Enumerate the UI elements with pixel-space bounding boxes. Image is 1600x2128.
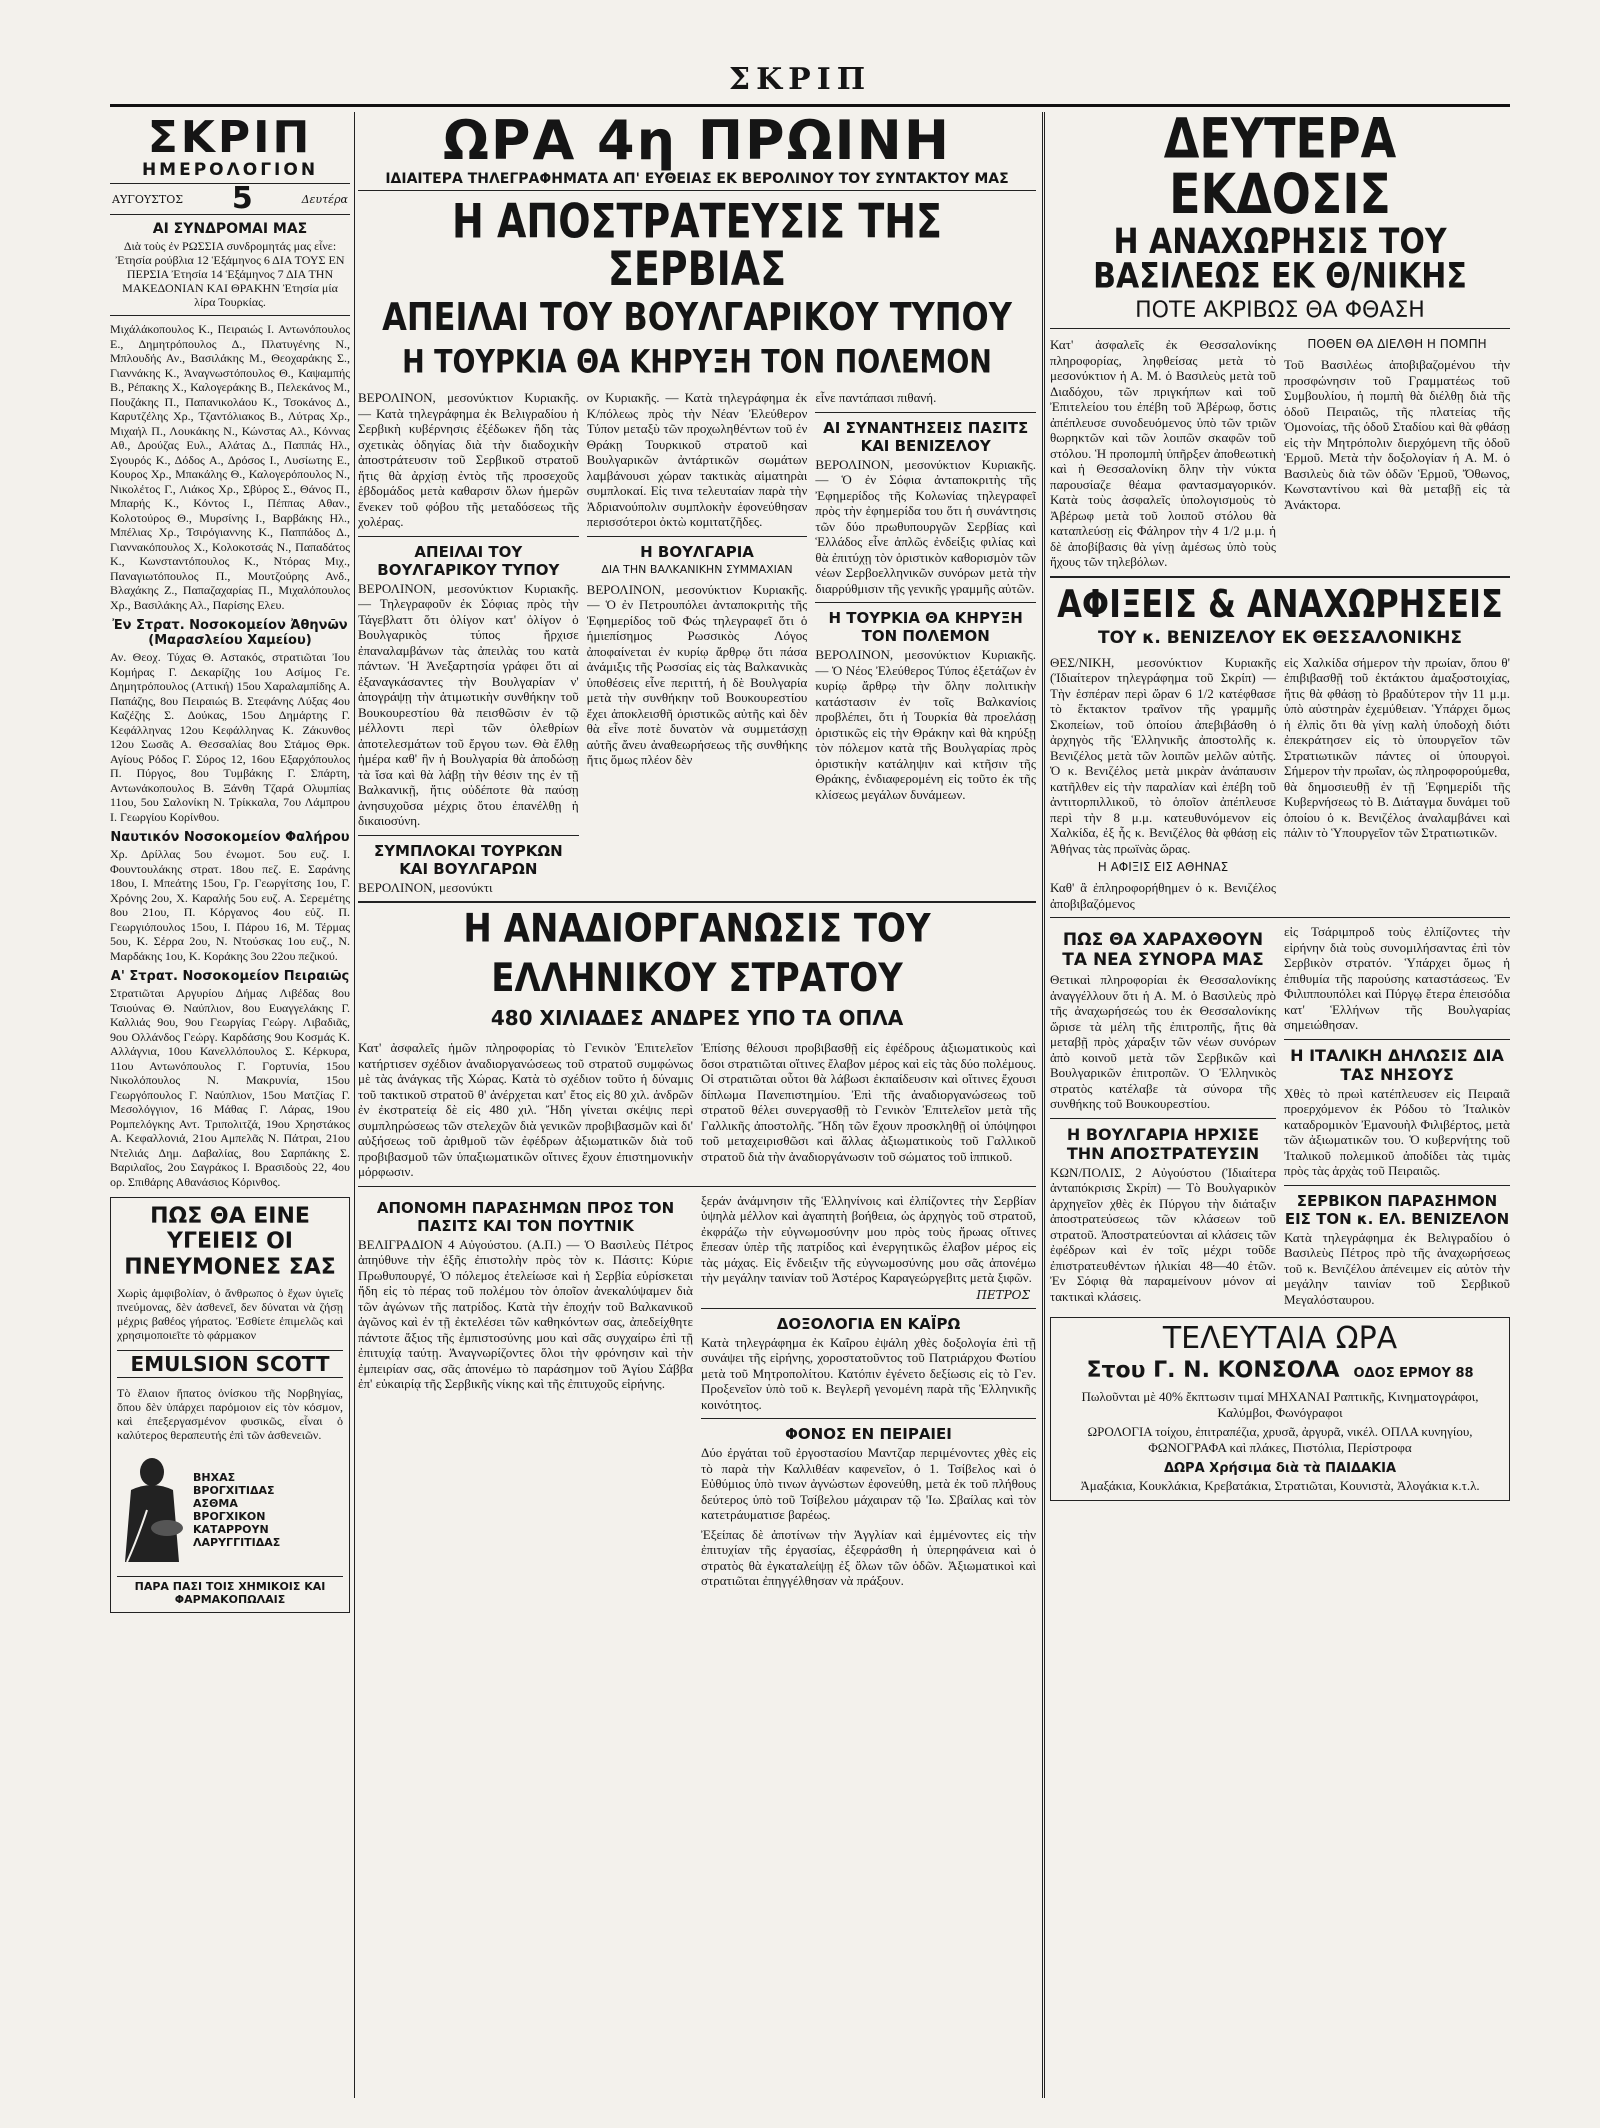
article-text: Κατ' ἀσφαλεῖς ἡμῶν πληροφορίας τὸ Γενικὸν Ἐπιτελεῖον κατήρτισεν σχέδιον ἀναδιοργανώσεως τοῦ στρατοῦ συμφώνως μὲ τὰς ἀνάγκας τῆς Χώρας. Κατὰ τὸ σχέδιον τοῦτο ἡ δύναμις τοῦ τακτικοῦ στρατοῦ θ' ἀνέρχεται κατ' ἔτος εἰς 80 χιλ. ἀνδρῶν ἐν ἐκστρατείᾳ δὲ εἰς 480 χιλ. Ἤδη γίνεται σκέψις περὶ συμπληρώσεως τῶν στελεχῶν διὰ γενικῶν προβιβασμῶν καὶ δι' αὐξήσεως τοῦ ἀριθμοῦ τῶν ἐφέδρων ἀξιωματικῶν διὰ τοῦ προβιβασμοῦ τῶν ὑπαξιωματικῶν οἵτινες ἔχουν ἐπιστημονικὴν μόρφωσιν. — [358, 1040, 693, 1179]
ad-brand: EMULSION SCOTT — [117, 1350, 343, 1378]
ad-ailments-list — [193, 1471, 343, 1549]
tertiary-heading: Η ΤΟΥΡΚΙΑ ΘΑ ΚΗΡΥΞΗ ΤΟΝ ΠΟΛΕΜΟΝ — [402, 343, 992, 382]
article-text: Δύο ἐργάται τοῦ ἐργοστασίου Μαντζαρ περιμένοντες χθὲς εἰς τὸ παρὰ τὴν Καλλιθέαν καφενεῖον, ὁ 1. Τσίβελος καὶ ὁ Εὐθύμιος ὑπὸ τινων ἀγνώστων ἐφονεύθη, μετὰ ἐκ τοῦ πλήθους δεύτερος ὑπὸ τοῦ Τσίβελου μάχαιραν τῷ 'Ιω. Σβαίλας καὶ τὸν κατετράυματισε βαρέως. — [701, 1445, 1036, 1522]
masthead: ΣΚΡΙΠ — [728, 62, 872, 97]
article-text: ΒΕΛΙΓΡΑΔΙΟΝ 4 Αὐγούστου. (Α.Π.) — Ὁ Βασιλεὺς Πέτρος ἀπηύθυνε τὴν ἑξῆς ἐπιστολὴν πρὸς τὸν κ. Πάσιτς: Κύριε Πρωθυπουργέ, Ὁ πόλεμος ἐτελείωσε καὶ ἡ Σερβία εὑρίσκεται ἤδη εἰς τὸ πέρας τοῦ πολέμου τὸν ὁποῖον ἀνεκαλύψαμεν διὰ τῶν ἀγώνων τῆς πατρίδος. Κατὰ τὴν ἐποχήν τοῦ Βαλκανικοῦ ἀγῶνος καὶ ἐν τῇ ἐκτελέσει τῶν καθηκόντων σας, ἀπεδείχθητε πάντοτε ἄξιος τῆς ἐμπιστοσύνης μου καὶ σᾶς συγχαίρω ἐπὶ τῇ ἐπιτυχίᾳ ταύτῃ. Ἀναγνωρίζοντες ὅλοι τὴν φρόνησιν καὶ τὴν ἐμπειρίαν σας, σᾶς ἀπονέμω τὸ παράσημον τοῦ Ἀγίου Σάββα ἐπ' εὐκαιρίᾳ τῆς Σερβικῆς νίκης καὶ τῆς ἐπιτυχοῦς εἰρήνης. — [358, 1236, 693, 1391]
logo: ΣΚΡΙΠ — [147, 112, 313, 163]
subs-text: Διὰ τοὺς ἐν ΡΩΣΣΙΑ συνδρομητάς μας εἶνε: Ἐτησία ρούβλια 12 Ἑξάμηνος 6 ΔΙΑ ΤΟΥΣ ΕΝ ΠΕΡΣΙΑ Ἐτησία 14 Ἑξάμηνος 7 ΔΙΑ ΤΗΝ ΜΑΚΕΔΟΝΙΑΝ ΚΑΙ ΘΡΑΚΗΝ Ἐτησία μία λίρα Τουρκίας. — [115, 239, 345, 309]
fisherman-illustration-icon — [117, 1450, 187, 1570]
section-subheading: ΔΙΑ ΤΗΝ ΒΑΛΚΑΝΙΚΗΝ ΣΥΜΜΑΧΙΑΝ — [601, 562, 793, 576]
top-rule — [110, 104, 1510, 107]
headline: ΩΡΑ 4η ΠΡΩΙΝΗ — [442, 112, 952, 172]
ailment: ΛΑΡΥΓΓΙΤΙΔΑΣ — [193, 1535, 281, 1549]
article-text: Κατὰ τηλεγράφημα ἐκ Βελιγραδίου ὁ Βασιλεὺς Πέτρος πρὸ τῆς ἀναχωρήσεως τοῦ κ. Βενιζέλου ἀπένειμεν εἰς αὐτὸν τὴν μεγάλην ταινίαν τοῦ Σερβικοῦ Μεγαλόσταυρου. — [1284, 1229, 1510, 1307]
month: ΑΥΓΟΥΣΤΟΣ — [112, 192, 184, 206]
article-text: ΒΕΡΟΛΙΝΟΝ, μεσονύκτιον Κυριακῆς. — Ὁ Νέος Ἐλεύθερος Τύπος ἐξετάζων ἐν κυρίῳ ἄρθρῳ τὴν ὅλην πολιτικὴν κατάστασιν ἐν τοῖς Βαλκανίοις προβλέπει, ὅτι ἡ Τουρκία θὰ προελάσῃ ὁριστικῶς εἰς τὴν Θράκην καὶ θὰ κηρύξῃ τὸν πόλεμον κατὰ τῆς Βουλγαρίας πρὸς ὁριστικὴν κατάληψιν καὶ κτῆσιν τῆς Θράκης, ἐνδιαφερομένη εἰς τοῦτο ἐκ τῆς κλίσεως μεγάλων δυνάμεων. — [815, 647, 1036, 802]
article-text: Τοῦ Βασιλέως ἀποβιβαζομένου τὴν προσφώνησιν τοῦ Γραμματέως τοῦ Συμβουλίου, ἡ πομπὴ θὰ διέλθῃ διὰ τῆς ὁδοῦ Πειραιῶς, τῆς πλατείας τῆς Ὁμονοίας, τῆς ὁδοῦ Σταδίου καὶ θὰ φθάσῃ εἰς τὴν Μητρόπολιν διερχόμενη τῆς ὁδοῦ Ἑρμοῦ. Μετὰ τὴν δοξολογίαν ἡ Α. Μ. ὁ Βασιλεὺς διὰ τῶν ὁδῶν Ἑρμοῦ, Ὄθωνος, Κωνσταντίνου καὶ θὰ μεταβῇ εἰς τὰ Ἀνάκτορα. — [1284, 357, 1510, 512]
arrivals-heading: ΑΦΙΞΕΙΣ & ΑΝΑΧΩΡΗΣΕΙΣ — [1057, 580, 1503, 627]
section-heading: ΔΟΞΟΛΟΓΙΑ ΕΝ ΚΑΪΡΩ — [776, 1314, 961, 1333]
center-column — [358, 112, 1036, 2098]
ad-line: ΩΡΟΛΟΓΙΑ τοίχου, ἐπιτραπέζια, χρυσᾶ, ἀργυρᾶ, νικέλ. ΟΠΛΑ κυνηγίου, ΦΩΝΟΓΡΑΦΑ καὶ πλάκες, Πιστόλια, Περίστροφα — [1087, 1424, 1473, 1455]
article-text: Χθὲς τὸ πρωὶ κατέπλευσεν εἰς Πειραιᾶ προερχόμενον ἐκ Ρόδου τὸ Ἰταλικὸν καταδρομικὸν Ἐμανουὴλ Φιλιβέρτος, μετὰ τῶν ἀξιωματικῶν του. Ὁ κυβερνήτης τοῦ Ἰταλικοῦ πολεμικοῦ ἀποδίδει τὰς τιμὰς πρὸς τὰς ἀρχὰς τοῦ Πειραιῶς. — [1284, 1085, 1510, 1178]
ailment: ΑΣΘΜΑ — [193, 1496, 238, 1510]
ad-street: ΟΔΟΣ ΕΡΜΟΥ 88 — [1353, 1366, 1474, 1381]
hospital-text: Στρατιῶται Αργυρίου Δήμας Λιβέδας 8ου Τσιούνας Θ. Ναύπλιον, 8ου Ευαγγελάκης Γ. Καλλιάς 9ου, 9ου Γεωργίας Γεώργ. Λιβαδιᾶς, 9ου Ολλάνδος Γεώργ. Καρδάσης 9ου Κοσμάς Κ. Αλλάγνια, 10ου Κανελλόπουλος Σ. Κέρκυρα, 11ου Αντωνόπουλος Γ. Γορτυνία, 15ου Νικολόπουλος Ν. Μακρυνία, 15ου Γεωργόπουλος Γ. Ναύπλιον, 15ου Ματζίας Γ. Μεσολόγγιον, 16 Μάθας Γ. Λάρας, 19ου Ρομπελόγκης Αντ. Τριπολιτζά, 19ου Χρηστάκος Α. Κεφαλλονιά, 21ου Αμπελᾶς Ν. Πάτραι, 21ου Ντελιάς Δημ. Δαβαλίας, 8ου Σαρπάκης Σ. Βαριλαῖος, 2ου Σαγράκος Ι. Βρασιδοὺς 22, 4ου ορ. Σπιθάρης Αθανάσιος Κόρινθος. — [110, 986, 350, 1189]
konsola-shop-ad — [1050, 1317, 1510, 1501]
section-heading: ΠΩΣ ΘΑ ΧΑΡΑΧΘΟΥΝ ΤΑ ΝΕΑ ΣΥΝΟΡΑ ΜΑΣ — [1062, 930, 1264, 970]
ailment: ΒΡΟΓΧΙΚΟΝ ΚΑΤΑΡΡΟΥΝ — [193, 1509, 269, 1536]
section-heading: ΣΥΜΠΛΟΚΑΙ ΤΟΥΡΚΩΝ ΚΑΙ ΒΟΥΛΓΑΡΩΝ — [373, 841, 563, 878]
subs-title: ΑΙ ΣΥΝΔΡΟΜΑΙ ΜΑΣ — [152, 221, 308, 237]
ad-title: ΠΩΣ ΘΑ ΕΙΝΕ ΥΓΕΙΕΙΣ ΟΙ ΠΝΕΥΜΟΝΕΣ ΣΑΣ — [124, 1204, 336, 1280]
hospital-text: Χρ. Δρίλλας 5ου ἐνωμοτ. 5ου ευζ. Ι. Φουντουλάκης στρατ. 18ου πεζ. Ε. Σαράνης 18ου, Ι. Μπεάτης 15ου, Γρ. Γεωργίτσης 1ου, Γ. Χρόνης 2ου, Χ. Καραλής 5ου ευζ. Α. Σερεμέτης 8ου 21ου, Π. Κόργανος 4ου εὐζ. Π. Γεωργιόπουλος 15ου, Ι. Πάρου 16, Μ. Τέρμας 5ου, Κ. Σέρρα 2ου, Ν. Ντούσκας 1ου ευζ., Ν. Μαρδάκης 1ου, Κ. Κοράκης 3ου 22ου πεζικού. — [110, 847, 350, 963]
column-divider — [354, 112, 355, 2098]
article-text: Καθ' ἃ ἐπληροφορήθημεν ὁ κ. Βενιζέλος ἀποβιβαζόμενος — [1050, 880, 1276, 911]
departure-subheading: ΠΟΤΕ ΑΚΡΙΒΩΣ ΘΑ ΦΘΑΣΗ — [1050, 300, 1510, 329]
section-subheading: ΠΟΘΕΝ ΘΑ ΔΙΕΛΘΗ Η ΠΟΜΠΗ — [1307, 337, 1487, 351]
article-text: εἰς Χαλκίδα σήμερον τὴν πρωίαν, ὅπου θ' ἐπιβιβασθῇ τοῦ ἐκτάκτου ἀμαξοστοιχίας, ἥτις θὰ φθάσῃ τὸ βραδύτερον τὴν 11 μ.μ. ὑπὸ αὐστηρὰν ἐχεμύθειαν. Ὑπάρχει ὅμως ἡ ἐλπὶς ὅτι θὰ γίνῃ καλὴ ὑποδοχὴ διότι ἐπεκράτησεν εἰς τὸ ὑπουργεῖον τῶν Στρατιωτικῶν πάντες οἱ ὑπουργοὶ. Σήμερον τὴν πρωΐαν, ὡς πληροφορούμεθα, θὰ δημοσιευθῇ ἐν τῇ Ἐφημερίδι τῆς Κυβερνήσεως τὸ Β. Διάταγμα δυνάμει τοῦ ὁποίου ὁ κ. Βενιζέλος ἀναλαμβάνει καὶ πάλιν τὸ Ὑπουργεῖον τῶν Στρατιωτικῶν. — [1284, 654, 1510, 840]
section-heading: ΑΠΟΝΟΜΗ ΠΑΡΑΣΗΜΩΝ ΠΡΟΣ ΤΟΝ ΠΑΣΙΤΣ ΚΑΙ ΤΟΝ ΠΟΥΤΝΙΚ — [376, 1198, 675, 1235]
hospital-text: Αν. Θεοχ. Τύχας Θ. Αστακός, στρατιῶται Ἰου Κομήρας Γ. Δεκαρίζης 1ου Ασίμος Γε. Δημητρόπουλος (Αττική) 15ου Χαραλαμπίδης Α. Παπάζης, 8ου Πειραιώς Β. Στεφάνης Λύξας 4ου Καζέζης Σ. Δούκας, 15ου Δημάρτης Γ. Κεφάλληνας 12ου Κεφάλληνας Κ. Ζάκυνθος 12ου Σωσᾶς Α. Θεσσαλίας 8ου Στάμος Θρκ. Αγίους Ρόδος Γ. Σύρος 12, 16ου Εξαρχόπουλος Π. Πύργος, 8ου Τυμβάκης Γ. Σπάρτη, Αντωνάκοπουλος Β. Ξάνθη Τζαρά Ολυμπίας 11ου, 5ου Σαλονίκη Ν. Τρίκκαλα, 7ου Λάμπρου Ι. Γεωργίου Κορίνθου. — [110, 650, 350, 824]
section-heading: ΣΕΡΒΙΚΟΝ ΠΑΡΑΣΗΜΟΝ ΕΙΣ ΤΟΝ κ. ΕΛ. ΒΕΝΙΖΕΛΟΝ — [1284, 1191, 1510, 1228]
reorganization-heading: Η ΑΝΑΔΙΟΡΓΑΝΩΣΙΣ ΤΟΥ ΕΛΛΗΝΙΚΟΥ ΣΤΡΑΤΟΥ — [463, 905, 931, 1001]
article-text: Κατὰ τηλεγράφημα ἐκ Καΐρου ἐψάλη χθὲς δοξολογία ἐπὶ τῇ συνάψει τῆς εἰρήνης, χοροστατοῦντος τοῦ Πατριάρχου Φωτίου μετὰ τοῦ Μητροπολίτου. Κατόπιν ἐγένετο δεξίωσις εἰς τὸ Γεν. Προξενεῖον ὑπὸ τοῦ κ. Βεγλερῆ γενομένη παρὰ τῆς Ἑλληνικῆς κοινότητος. — [701, 1334, 1036, 1412]
ad-title: ΤΕΛΕΥΤΑΙΑ ΩΡΑ — [1162, 1321, 1398, 1356]
main-heading: Η ΑΠΟΣΤΡΑΤΕΥΣΙΣ ΤΗΣ ΣΕΡΒΙΑΣ — [451, 193, 943, 297]
hospital-title: Ἐν Στρατ. Νοσοκομείον Ἀθηνῶν (Μαρασλείου Χαμείου) — [112, 618, 348, 648]
article-text: ΒΕΡΟΛΙΝΟΝ, μεσονύκτιον Κυριακῆς. — Ὁ ἐν Σόφια ἀνταποκριτὴς τῆς Ἐφημερίδος τῆς Κολωνίας τηλεγραφεῖ πρὸς τὴν ἐφημερίδα του ὅτι ἡ συνάντησις τῶν δύο πρωθυπουργῶν Σερβίας καὶ Ἑλλάδος εἶνε ἀπλῶς ἐνδείξις φιλίας καὶ θὰ ἐπιτύχῃ τὸν ὁριστικὸν καθορισμὸν τῶν νέων Σερβοελληνικῶν συνόρων μετὰ τὴν διαρρύθμισιν τῆς γενικῆς γραμμῆς αὐτῶν. — [815, 456, 1036, 596]
article-text: Ἐξείπας δὲ ἀποτίνων τὴν Ἀγγλίαν καὶ ἐμμένοντες εἰς τὴν ἐπιτυχίαν τῆς ἐργασίας, ἐξεφράσθη ἡ ὑπερηφάνεια καὶ ὁ στρατὸς θὰ ἐγκαταλείψῃ ἐξ ὅλων τῶν ὁδῶν. Ἀξιωματικοὶ καὶ στρατιῶται ἐπηγγέλθησαν νὰ πράξουν. — [701, 1526, 1036, 1588]
section-heading: Η ΒΟΥΛΓΑΡΙΑ ΗΡΧΙΣΕ ΤΗΝ ΑΠΟΣΤΡΑΤΕΥΣΙΝ — [1066, 1124, 1260, 1163]
ailment: ΒΗΧΑΣ — [193, 1470, 236, 1484]
ad-text: Χωρὶς ἀμφιβολίαν, ὁ ἄνθρωπος ὁ ἔχων ὑγιεῖς πνεύμονας, δὲν ἀσθενεῖ, δεν δύναται νὰ ζήσῃ μέχρις βαθέος γήρατος. Ἐσθίετε ἐπιμελῶς καὶ χρησιμοποιεῖτε τὸ φάρμακον — [117, 1285, 343, 1342]
article-text: ΘΕΣ/ΝΙΚΗ, μεσονύκτιον Κυριακῆς (Ἰδιαίτερον τηλεγράφημα τοῦ Σκρίπ) — Τὴν ἑσπέραν περὶ ὥραν 6 1/2 κατέφθασε τὸ ἔκτακτον τραῖνον τῆς γραμμῆς Σκοπείων, τοῦ ὁποίου ἀπεβιβάσθη ὁ ἀρχηγὸς τῆς Ἑλληνικῆς ἀποστολῆς κ. Βενιζέλος μετὰ τῶν λοιπῶν μελῶν αὐτῆς. Ὁ κ. Βενιζέλος μετὰ μικρὰν ἀνάπαυσιν κατῆλθεν εἰς τὴν παραλίαν καὶ ἐπέβη τοῦ ἀντιτορπιλλικοῦ, τὸ ὁποῖον ἀπέπλευσε περὶ τὴν 8 μ.μ. κατευθυνόμενον εἰς Χαλκίδα, ἐξ ἧς κ. Βενιζέλος θὰ φθάσῃ εἰς Ἀθήνας τὰς πρωϊνὰς ὥρας. — [1050, 654, 1276, 856]
signature: ΠΕΤΡΟΣ — [976, 1287, 1030, 1302]
ad-footer: ΠΑΡΑ ΠΑΣΙ ΤΟΙΣ ΧΗΜΙΚΟΙΣ ΚΑΙ ΦΑΡΜΑΚΟΠΩΛΑΙΣ — [117, 1576, 343, 1606]
article-text: Κατ' ἀσφαλεῖς ἐκ Θεσσαλονίκης πληροφορίας, ληφθείσας μετὰ τὸ μεσονύκτιον ἡ Α. Μ. ὁ Βασιλεὺς μετὰ τοῦ Διαδόχου, τῶν πριγκήπων καὶ τοῦ Ἐπιτελείου του ἐπέβη τοῦ Ἀβέρωφ, ὅστις ἀπέπλευσε συνοδευόμενος ὑπὸ τῶν τριῶν θωρηκτῶν καὶ τῶν λοιπῶν σκαφῶν τοῦ στόλου. Ἡ προπομπὴ ὑπῆρξεν ἀποθεωτικὴ καὶ ἡ Θεσσαλονίκη ὅλην τὴν νύκτα παρουσίαζε θέαμα φαντασμαγορικόν. Κατὰ τοὺς ἀσφαλεῖς ὑπολογισμοὺς τὸ Ἀβέρωφ μετὰ τοῦ λοιποῦ στόλου θὰ καταπλεύσῃ εἰς Φάληρον τὴν 4 1/2 μ.μ. ἡ δὲ ἀποβίβασις θὰ γίνῃ ἀμέσως ὑπὸ τοὺς ἤχους τῶν τηλεβόλων. — [1050, 337, 1276, 569]
article-text: εἰς Τσάριμπροδ τοὺς ἐλπίζοντες τὴν εἰρήνην διὰ τοὺς συνομιλήσαντας ἐπὶ τὸν Σερβικὸν στρατόν. Ὑπάρχει ὅμως ἡ ἐπιθυμία τῆς παρούσης καταστάσεως. Ἐν Φιλιππουπόλει καὶ Πύργῳ ἔτερα ἐπεισόδια κατ' Ἑλλήνων τῆς Βουλγαρίας σημειώθησαν. — [1284, 924, 1510, 1032]
section-heading: Η ΤΟΥΡΚΙΑ ΘΑ ΚΗΡΥΞΗ ΤΟΝ ΠΟΛΕΜΟΝ — [828, 609, 1023, 645]
article-text: ΒΕΡΟΛΙΝΟΝ, μεσονύκτιον Κυριακῆς. — Τηλεγραφοῦν ἐκ Σόφιας πρὸς τὴν Τάγεβλαττ ὅτι ὀλίγον κατ' ὀλίγον ὁ Βουλγαρικὸς τύπος ἤρχισε ἐπαναλαμβάνων τὰς ἀπειλὰς του κατὰ πάντων. Ἡ Ἀνεξαρτησία γράφει ὅτι αἱ ἐξαναγκάσαντες τὴν Βουλγαρίαν ν' ἀπογράψῃ τὴν ἀτιμωτικὴν συνθήκην τοῦ Βουκουρεστίου θὰ πεισθῶσιν ἐν τῷ μέλλοντι περὶ τῶν ὀλεθρίων ἀποτελεσμάτων τοῦ ἔργου των. Θὰ ἔλθῃ ἡμέρα καθ' ἣν ἡ Βουλγαρία θὰ ἀποδώσῃ τὰ ἴσα καὶ θὰ λάβῃ τὴν θέσιν της ἐν τῇ Βαλκανικῇ, ἥτις οὐδέποτε θὰ παύσῃ ἀνησυχοῦσα μέχρις ὅτου ἐπανέλθῃ ἡ δικαιοσύνη. — [358, 580, 579, 828]
second-edition-heading: ΔΕΥΤΕΡΑ ΕΚΔΟΣΙΣ — [1163, 112, 1397, 226]
ad-shop-name: Στου Γ. Ν. ΚΟΝΣΟΛΑ — [1086, 1358, 1340, 1383]
section-heading: ΦΟΝΟΣ ΕΝ ΠΕΙΡΑΙΕΙ — [785, 1425, 952, 1443]
right-column — [1050, 112, 1510, 2098]
ad-line: Ἀμαξάκια, Κουκλάκια, Κρεβατάκια, Στρατιῶται, Κουνιστὰ, Ἀλογάκια κ.τ.λ. — [1080, 1478, 1480, 1493]
section-subheading: Η ΑΦΙΞΙΣ ΕΙΣ ΑΘΗΝΑΣ — [1097, 860, 1229, 874]
date-row — [110, 183, 350, 215]
ad-line: Πωλοῦνται μὲ 40% ἔκπτωσιν τιμαί ΜΗΧΑΝΑΙ Ραπτικῆς, Κινηματογράφοι, Καλύμβοι, Φωνόγραφοι — [1081, 1389, 1479, 1420]
article-text: ΒΕΡΟΛΙΝΟΝ, μεσονύκτιον Κυριακῆς. — Κατὰ τηλεγράφημα ἐκ Βελιγραδίου ἡ Σερβικὴ κυβέρνησις ἐξέδωκεν ἤδη τὰς σχετικὰς ὁδηγίας διὰ τὴν διαδοχικὴν ἀποστράτευσιν τοῦ Σερβικοῦ στρατοῦ ἥτις θὰ ἀρχίσῃ ἐντὸς τῆς προσεχοῦς ἑβδομάδος μετὰ καθαρσιν ὅλων ἡμερῶν ἕνεκεν τοῦ φόβου τῆς μεταδόσεως τῆς χολέρας. — [358, 390, 579, 529]
section-heading: ΑΠΕΙΛΑΙ ΤΟΥ ΒΟΥΛΓΑΡΙΚΟΥ ΤΥΠΟΥ — [377, 542, 560, 579]
section-heading: ΑΙ ΣΥΝΑΝΤΗΣΕΙΣ ΠΑΣΙΤΣ ΚΑΙ ΒΕΝΙΖΕΛΟΥ — [823, 418, 1029, 455]
column-divider — [1042, 112, 1045, 2098]
weekday: Δευτέρα — [301, 192, 348, 206]
article-text: εἶνε παντάπασι πιθανή. — [815, 390, 937, 405]
article-text: ΒΕΡΟΛΙΝΟΝ, μεσονύκτιον Κυριακῆς. — Ὁ ἐν Πετρουπόλει ἀνταποκριτὴς τῆς Ἐφημερίδος τοῦ Φώς τηλεγραφεῖ ὅτι ὁ ἡμιεπίσημος Ρωσσικὸς Λόγος ἀποφαίνεται ἐν κυρίῳ ἄρθρῳ ὅτι πάσα ἀνάμιξις τῆς Ρωσσίας εἰς τὰς Βαλκανικὰς ὑποθέσεις εἶνε περιττή, ἡ δὲ Βουλγαρία μετὰ τὴν συνθήκην τοῦ Βουκουρεστίου ἔχει ἀποκλεισθῆ ὁριστικῶς αὐτῆς καὶ δὲν θὰ εἶνε ποτὲ δυνατὸν νὰ συμμετάσχῃ αὐτῆς ἄνευ ἀναθεωρήσεως τῆς συνθήκης ἥτις ὅμως πλέον δὲν — [586, 581, 808, 767]
arrivals-subheading: ΤΟΥ κ. ΒΕΝΙΖΕΛΟΥ ΕΚ ΘΕΣΣΑΛΟΝΙΚΗΣ — [1098, 627, 1462, 648]
ad-text: Τὸ ἔλαιον ἥπατος ὀνίσκου τῆς Νορβηγίας, ὅπου δὲν ὑπάρχει παρόμοιον εἰς τὸν κόσμον, καὶ ἐπεξεργασμένον φυσικῶς, εἶναι ὁ καλύτερος θεραπευτής ἐπὶ τῶν ἀσθενειῶν. — [117, 1385, 343, 1442]
departure-heading: Η ΑΝΑΧΩΡΗΣΙΣ ΤΟΥ ΒΑΣΙΛΕΩΣ ΕΚ Θ/ΝΙΚΗΣ — [1093, 222, 1467, 297]
calendar-subtitle: ΗΜΕΡΟΛΟΓΙΟΝ — [141, 160, 319, 180]
article-text: ον Κυριακῆς. — Κατὰ τηλεγράφημα ἐκ Κ/πόλεως πρὸς τὴν Νέαν Ἐλεύθερον Τύπον μεταξὺ τῶν προχωληθέντων τοῦ ἐν Θράκῃ Τουρκικοῦ στρατοῦ καὶ Βουλγαρικῶν ἀντάρτικῶν σωμάτων λαμβάνουσι χώραν τακτικὰς αἱματηρὰι συμπλοκαί. Εἰς τινα τελευταίαν παρὰ τὴν Ἀδριανούπολιν συμπλοκὴν ἐφονεύθησαν περισσότεροι ὀκτὼ κομιτατζῆδες. — [586, 390, 808, 529]
article-text: ΒΕΡΟΛΙΝΟΝ, μεσονύκτι — [358, 879, 493, 895]
hospital-title: Ναυτικόν Νοσοκομείον Φαλήρου — [110, 830, 350, 845]
ailment: ΒΡΟΓΧΙΤΙΔΑΣ — [193, 1483, 275, 1497]
subheadline: ΙΔΙΑΙΤΕΡΑ ΤΗΛΕΓΡΑΦΗΜΑΤΑ ΑΠ' ΕΥΘΕΙΑΣ ΕΚ ΒΕΡΟΛΙΝΟΥ ΤΟΥ ΣΥΝΤΑΚΤΟΥ ΜΑΣ — [358, 172, 1036, 191]
article-text: ΚΩΝ/ΠΟΛΙΣ, 2 Αὐγούστου (Ἰδιαίτερα ἀνταπόκρισις Σκρίπ) — Τὸ Βουλγαρικὸν ἀρχηγεῖον χθὲς ἐκ Πύργου τὴν διάταξιν ἀποστρατεύσεως τῶν κλάσεων τοῦ στρατοῦ. Ἀποστρατεύονται αἱ κλάσεις τῶν ἐφέδρων καὶ ἐν τοῖς μέχρι τοῦδε ἐπιστρατευθέντων ἡλικίαι 48—40 ἐτῶν. Ἐν Σόφιᾳ θὰ παραμείνουν μόνον αἱ τακτικαὶ κλάσεις. — [1050, 1164, 1276, 1304]
section-heading: Η ΒΟΥΛΓΑΡΙΑ — [640, 542, 754, 561]
left-column — [110, 112, 350, 2098]
article-text: ξεράν ἀνάμνησιν τῆς Ἑλληνίνοις καὶ ἐλπίζοντες τὴν Σερβίαν ὑψηλὰ μέλλον καὶ ἀγαπητὴ βοήθεια, ὡς ἀρχηγὸς τοῦ στρατοῦ, ἐκφράζω τὴν εὐγνωμοσύνην μου πρὸς τοὺς ἥρωας οἵτινες ἔπεσαν ὑπὲρ τῆς πατρίδος καὶ ἐνεργητικῶς ἐλαβον μέρος εἰς τὰς μάχας. Εἰς ἔνδειξιν τῆς εὐγνωμοσύνης μου σᾶς ἀπονέμω τὴν μεγάλην ταινίαν τοῦ Ἀστέρος Καραγεώργεβιτς μετὰ ξιφῶν. — [701, 1192, 1036, 1285]
day-number: 5 — [231, 181, 253, 216]
reorganization-subheading: 480 ΧΙΛΙΑΔΕΣ ΑΝΔΡΕΣ ΥΠΟ ΤΑ ΟΠΛΑ — [490, 1006, 904, 1030]
hospital-title: Α' Στρατ. Νοσοκομείον Πειραιῶς — [110, 969, 350, 984]
secondary-heading: ΑΠΕΙΛΑΙ ΤΟΥ ΒΟΥΛΓΑΡΙΚΟΥ ΤΥΠΟΥ — [382, 294, 1012, 340]
section-heading: Η ΙΤΑΛΙΚΗ ΔΗΛΩΣΙΣ ΔΙΑ ΤΑΣ ΝΗΣΟΥΣ — [1290, 1045, 1504, 1084]
ad-line: ΔΩΡΑ Χρήσιμα διὰ τὰ ΠΑΙΔΑΚΙΑ — [1163, 1461, 1397, 1476]
article-text: Ἐπίσης θέλουσι προβιβασθῇ εἰς ἐφέδρους ἀξιωματικοὺς καὶ ὅσοι στρατιῶται οἵτινες ἔλαβον μέρος καὶ εἰς τὰς δύο πολέμους. Οἱ στρατιῶται οὗτοι θὰ λάβωσι ἐκπαίδευσιν καὶ οἵτινες ἔχουσι δίπλωμα Πανεπιστημίου. Ἐπὶ τῆς ἀναδιοργανώσεως τοῦ στρατοῦ θέλει συνεργασθῇ τὸ Γενικὸν Ἐπιτελεῖον μετὰ τῆς Γαλλικῆς ἀποστολῆς. Ἤδη τῶν ἔχουν προσκληθῇ οἱ ὑπόψηφοι τοῦ μεταχειρισθῶσι καὶ ἄλλας ἀξιωματικοὺς τοῦ Γαλλικοῦ στρατοῦ διὰ τὴν ἀναδιοργάνωσιν τοῦ σώματος τοῦ ἱππικοῦ. — [701, 1040, 1036, 1164]
names-list: Μιχάλάκοπουλος Κ., Πειραιώς Ι. Αντωνόπουλος Ε., Δημητρόπουλος Δ., Πλατυγένης Ν., Μπλουδής Αν., Βασιλάκης Μ., Θεοχαράκης Σ., Γιαννάκης Κ., Ἀναγνωστόπουλος Θ., Καψαμπής Β., Ρέπακης Χ., Καλογεράκης Β., Πελεκάνος Μ., Πουζάκης Π., Παπανικολάου Κ., Τσοκάνος Δ., Καρυτζέλης Χρ., Τζαντόλιακος Β., Λύτρας Χρ., Μιχαήλ Π., Λουκάκης Ν., Κώνστας Αλ., Κόννας Αθ., Δρούζας Ευλ., Αλάτας Δ., Παππάς Ηλ., Σγουρός Κ., Δόδος Α., Δρόσος Ι., Λυσίωτης Ε., Κουρος Χρ., Μπακάλης Θ., Καλογερόπουλος Ν., Νικολέτος Γ., Λιάκος Χρ., Σβύρος Σ., Θάνος Π., Μπαρής Κ., Κόντος Ι., Πέππας Αθαν., Κολοτούρος Θ., Μυρσίνης Ι., Βαρβάκης Ηλ., Μπέλιας Χρ., Τσιρόγιαννης Κ., Παππάδος Δ., Γιαννακόπουλος Χ., Κολοκοτσάς Ν., Παπαδάτος Κ., Κωνσταντόπουλος Κ., Ντόρας Μιχ., Παναγιωτόπουλος Π., Μουτζούρης Ανδ., Βλαχάκης Ζ., Παπαζαχαρίας Π., Μιχαλόπουλος Χρ., Βασιλάκης Αλ., Παρίσης Ελευ. — [110, 322, 350, 612]
article-text: Θετικαὶ πληροφορίαι ἐκ Θεσσαλονίκης ἀναγγέλλουν ὅτι ἡ Α. Μ. ὁ Βασιλεὺς πρὸ τῆς ἀναχωρήσεώς του ἐκ Θεσσαλονίκης ὥρισε τὰ μέλη τῆς ἐπιτροπῆς, ἥτις θὰ μεταβῇ πρὸς χάραξιν τῶν νέων συνόρων ἀπὸ κοινοῦ μετὰ τῶν Σερβικῶν καὶ Βουλγαρικῶν ἐπιτροπῶν. Ὁ Ἑλληνικὸς στρατὸς κατέλαβε τὰ σύνορα τῆς συνθήκης τοῦ Βουκουρεστίου. — [1050, 972, 1276, 1111]
emulsion-scott-ad — [110, 1197, 350, 1613]
